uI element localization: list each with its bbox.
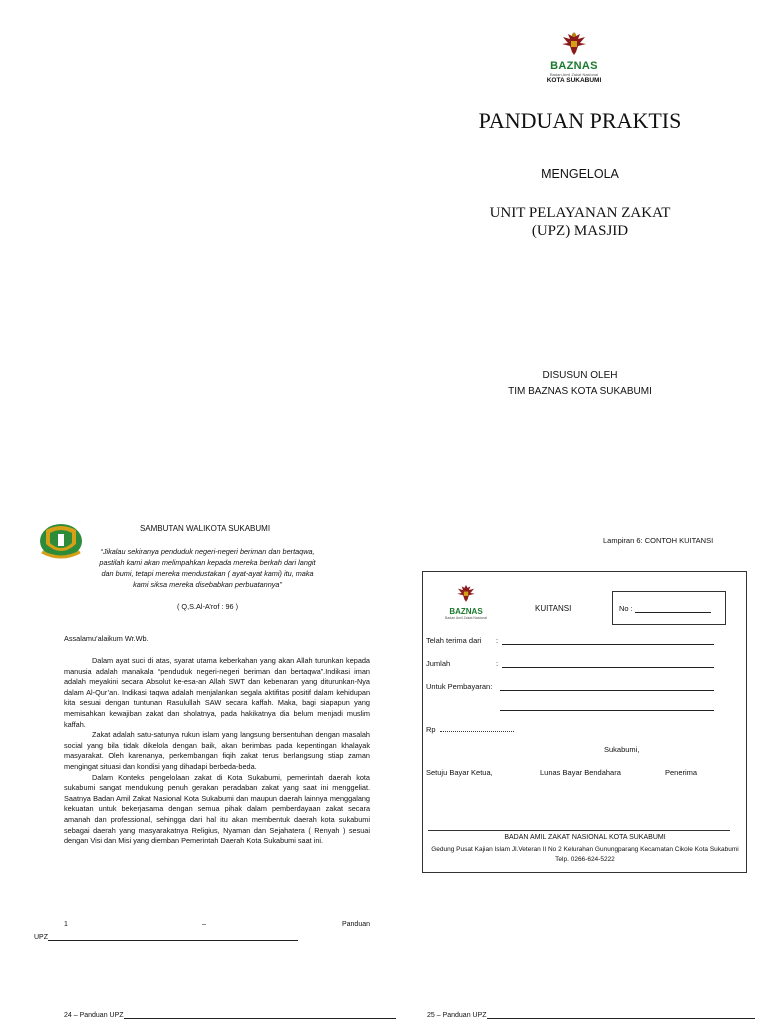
left-page-upz-line — [34, 933, 298, 941]
greeting: Assalamu’alaikum Wr.Wb. — [64, 634, 149, 643]
field-untuk-line-1 — [500, 683, 714, 691]
cover-unit-line1: UNIT PELAYANAN ZAKAT — [489, 205, 671, 221]
field-telah-terima-line — [502, 637, 714, 645]
sig-bendahara: Lunas Bayar Bendahara — [540, 768, 621, 777]
receipt-address: Gedung Pusat Kajian Islam Jl.Veteran II No 2 Kelurahan Gunungparang Kecamatan Cikole Kota Sukabumi Telp. 0266-624-5222 — [431, 846, 739, 863]
receipt-title: KUITANSI — [535, 604, 572, 613]
receipt-logo-sub: Badan Amil Zakat Nasional — [444, 616, 488, 620]
field-jumlah-label: Jumlah — [426, 659, 451, 668]
receipt-number-line — [635, 605, 711, 613]
city-seal-icon — [38, 522, 84, 560]
quran-verse: “Jikalau sekiranya penduduk negeri-negeri beriman dan bertaqwa, pastilah kami akan melimpahkan kepada mereka berkah dari langit dan bumi, tetapi mereka mendustakan ( ayat-ayat kami) itu, maka kami siksa mereka disebabkan perbuatannya” — [99, 547, 316, 589]
left-page-panduan: Panduan — [341, 921, 370, 928]
left-page-dash: – — [202, 921, 206, 928]
logo-brand: BAZNAS — [550, 60, 598, 72]
page-footer-24 — [64, 1011, 396, 1019]
field-jumlah-line — [502, 660, 714, 668]
receipt-number-field[interactable] — [619, 604, 711, 613]
logo-city: KOTA SUKABUMI — [546, 77, 602, 84]
cover-byline-1: DISUSUN OLEH — [542, 370, 618, 381]
cover-title: PANDUAN PRAKTIS — [478, 108, 682, 133]
field-jumlah[interactable] — [426, 659, 450, 668]
baznas-logo — [534, 30, 614, 85]
paragraph-2: Zakat adalah satu-satunya rukun islam yang langsung bersentuhan dengan masalah social yang bila tidak dikelola dengan baik, akan berimbas pada kepentingan khalayak masyarakat. Oleh karenanya, perkembangan fiqih zakat terus berlangsung stiap zaman mengingat situasi dan kondisi yang dihadapi berbeda-beda. — [64, 730, 370, 771]
sambutan-heading: SAMBUTAN WALIKOTA SUKABUMI — [139, 524, 271, 533]
receipt-city: Sukabumi, — [604, 745, 640, 754]
garuda-emblem-icon — [559, 30, 589, 56]
receipt-number-label: No : — [619, 604, 633, 613]
receipt-logo-brand: BAZNAS — [449, 607, 483, 616]
left-page-upz: UPZ — [34, 934, 48, 941]
field-rp[interactable] — [426, 725, 436, 734]
cover-subtitle: MENGELOLA — [541, 167, 619, 181]
field-telah-terima[interactable] — [426, 636, 481, 645]
logo-subtitle: Badan Amil Zakat Nasional — [549, 72, 599, 77]
receipt-logo — [436, 583, 496, 620]
verse-reference: ( Q,S.Al-A’rof : 96 ) — [176, 602, 239, 611]
paragraph-3: Dalam Konteks pengelolaan zakat di Kota Sukabumi, pemerintah daerah kota sukabumi sangat mendukung penuh gerakan peradaban zakat yang saat ini menggeliat. Saatnya Badan Amil Zakat Nasional Kota Sukabumi dan maupun daerah lainnya menggalang kekuatan untuk bekerjasama dengan semua pihak dalam pemberdayaan zakat secara amanah dan professional, sehingga dari hal itu akan membentuk daerah kota sukabumi sebagai daerah yang masyarakatnya Religius, Nyaman dan Sejahatera ( Renyah ) sesuai dengan Visi dan Misi yang diemban Pemerintah Daerah Kota Sukabumi saat ini. — [64, 772, 370, 846]
page-footer-25-text: 25 – Panduan UPZ — [427, 1012, 487, 1019]
sambutan-body — [64, 656, 370, 847]
field-untuk-line-2 — [500, 703, 714, 711]
cover-byline-2: TIM BAZNAS KOTA SUKABUMI — [508, 386, 652, 397]
left-page-number: 1 — [64, 921, 68, 928]
page-footer-25-line — [487, 1011, 755, 1019]
cover-unit-title — [430, 204, 730, 240]
garuda-emblem-icon — [455, 583, 477, 603]
page-footer-25 — [427, 1011, 755, 1019]
sig-ketua: Setuju Bayar Ketua, — [426, 768, 493, 777]
field-untuk-label: Untuk Pembayaran — [426, 682, 491, 691]
receipt-divider — [428, 830, 730, 831]
field-telah-terima-colon: : — [496, 636, 499, 645]
lampiran-label: Lampiran 6: CONTOH KUITANSI — [603, 536, 714, 545]
page-footer-24-text: 24 – Panduan UPZ — [64, 1012, 124, 1019]
upz-underline — [48, 933, 298, 941]
field-rp-label: Rp — [426, 725, 436, 734]
page-footer-24-line — [124, 1011, 396, 1019]
field-jumlah-colon: : — [496, 659, 499, 668]
sig-penerima: Penerima — [665, 768, 698, 777]
receipt-org: BADAN AMIL ZAKAT NASIONAL KOTA SUKABUMI — [504, 834, 666, 841]
field-rp-line — [440, 731, 514, 732]
field-untuk-pembayaran[interactable]: Untuk Pembayaran: — [426, 682, 493, 691]
cover-unit-line2: (UPZ) MASJID — [531, 223, 629, 239]
paragraph-1: Dalam ayat suci di atas, syarat utama keberkahan yang akan Allah turunkan kepada manusia adalah manakala “penduduk negeri-negeri beriman dan bertaqwa”.Indikasi iman adalah meyakini secara Absolut ke-esa-an Allah SWT dan kebenaran yang diturunkan-Nya dalam Al-Qur’an. Indikasi taqwa adalah menjalankan segala aktifitas positif dalam kehidupan kita sesuai dengan tuntunan Rasulullah SAW secara kaffah. Maka, bagi siapapun yang memisahkan kewajiban zakat dan sholatnya, pada hakikatnya dia belum menjadi muslim kaffah. — [64, 656, 370, 729]
field-telah-terima-label: Telah terima dari — [426, 636, 482, 645]
